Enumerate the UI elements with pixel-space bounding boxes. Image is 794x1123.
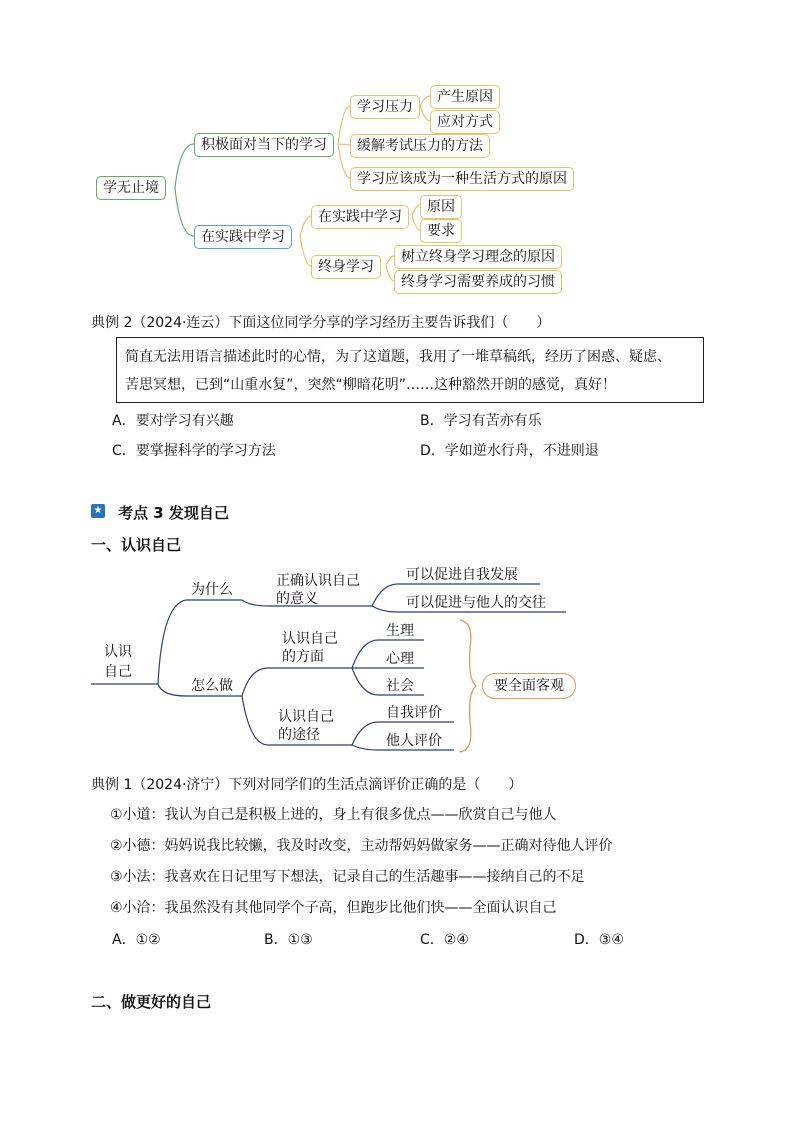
mindmap2-root-line1: 认识 (104, 644, 132, 660)
example2-title: 典例 2（2024·连云）下面这位同学分享的学习经历主要告诉我们（ ） (91, 315, 551, 331)
mindmap2-root (104, 642, 132, 682)
mindmap1-lifelong-idea-reason: 树立终身学习理念的原因 (394, 245, 562, 269)
subheading-better-self: 二、做更好的自己 (91, 993, 212, 1011)
mindmap2-ways-line1: 认识自己 (278, 709, 334, 725)
example2-option-c: C．要掌握科学的学习方法 (112, 443, 276, 459)
mindmap2-aspects-line2: 的方面 (282, 649, 324, 665)
mindmap2-meaning-line1: 正确认识自己 (276, 573, 360, 589)
kaodian-heading: 考点 3 发现自己 (118, 504, 229, 522)
mindmap1-learn-in-practice: 在实践中学习 (311, 205, 409, 229)
mindmap1-cause: 产生原因 (430, 85, 500, 109)
example1-item2: ②小德：妈妈说我比较懒，我及时改变，主动帮妈妈做家务——正确对待他人评价 (110, 838, 613, 854)
mindmap1-root: 学无止境 (96, 176, 166, 200)
mindmap1-relief-methods: 缓解考试压力的方法 (350, 134, 490, 158)
mindmap1-lifelong-learning: 终身学习 (311, 255, 381, 279)
mindmap2-social-interaction: 可以促进与他人的交往 (406, 595, 546, 611)
mindmap2-society: 社会 (386, 678, 414, 694)
example1-option-c: C．②④ (420, 932, 469, 948)
mindmap1-branch-practice-learning: 在实践中学习 (194, 225, 292, 249)
mindmap1-reason: 原因 (420, 195, 462, 219)
star-icon: ★ (91, 504, 105, 518)
example1-option-a: A．①② (112, 932, 161, 948)
mindmap1-coping: 应对方式 (430, 110, 500, 134)
mindmap1-lifelong-habits: 终身学习需要养成的习惯 (394, 270, 562, 294)
mindmap2-why: 为什么 (191, 582, 233, 598)
mindmap2-meaning-line2: 的意义 (276, 591, 318, 607)
example1-title: 典例 1（2024·济宁）下列对同学们的生活点滴评价正确的是（ ） (91, 777, 523, 793)
mindmap1-requirement: 要求 (420, 219, 462, 243)
mindmap2-psychology: 心理 (386, 651, 414, 667)
mindmap2-self-development: 可以促进自我发展 (406, 567, 518, 583)
example1-option-b: B．①③ (264, 932, 313, 948)
example1-item3: ③小法：我喜欢在日记里写下想法，记录自己的生活趣事——接纳自己的不足 (110, 869, 585, 885)
subheading-know-yourself: 一、认识自己 (91, 536, 182, 554)
mindmap2-ways-line2: 的途径 (278, 727, 320, 743)
mindmap1-lifestyle-reason: 学习应该成为一种生活方式的原因 (350, 167, 574, 191)
mindmap2-meaning (276, 572, 360, 608)
mindmap2-brace-label: 要全面客观 (482, 673, 576, 699)
example1-item1: ①小道：我认为自己是积极上进的，身上有很多优点——欣赏自己与他人 (110, 807, 557, 823)
example2-option-b: B．学习有苦亦有乐 (420, 413, 542, 429)
mindmap1-study-pressure: 学习压力 (350, 95, 420, 119)
example2-option-a: A．要对学习有兴趣 (112, 413, 234, 429)
mindmap2-physiology: 生理 (386, 623, 414, 639)
mindmap2-aspects (282, 630, 338, 666)
mindmap2-others-evaluation: 他人评价 (386, 733, 442, 749)
mindmap2-ways (278, 708, 334, 744)
mindmap2-root-line2: 自己 (104, 664, 132, 680)
example2-passage-line2: 苦思冥想，已到“山重水复”，突然“柳暗花明”……这种豁然开朗的感觉，真好！ (125, 377, 617, 393)
example2-option-d: D．学如逆水行舟，不进则退 (420, 443, 599, 459)
example1-item4: ④小洽：我虽然没有其他同学个子高，但跑步比他们快——全面认识自己 (110, 900, 557, 916)
mindmap2-self-evaluation: 自我评价 (386, 705, 442, 721)
example2-passage-line1: 简直无法用语言描述此时的心情，为了这道题，我用了一堆草稿纸，经历了困惑、疑虑、 (125, 349, 671, 365)
mindmap1-branch-positive-learning: 积极面对当下的学习 (194, 133, 334, 157)
example1-option-d: D．③④ (574, 932, 624, 948)
mindmap2-aspects-line1: 认识自己 (282, 631, 338, 647)
mindmap2-how: 怎么做 (191, 678, 233, 694)
